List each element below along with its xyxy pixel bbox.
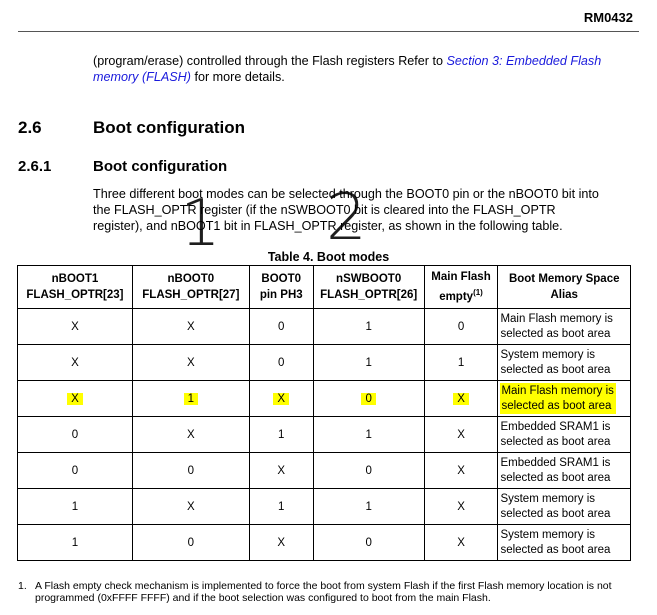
footnote-text: A Flash empty check mechanism is implemented to force the boot from system Flash if the first Flash memory location is not programmed (0xFFFF FFFF) and if the boot selection was configured to boot from the main Flash.	[35, 580, 612, 604]
cell-main-flash-empty	[424, 381, 498, 417]
col-header-boot-memory-alias: Boot Memory Space Alias	[498, 266, 631, 309]
intro-text-before: (program/erase) controlled through the Flash registers Refer to	[93, 54, 447, 68]
body-line: Three different boot modes can be selected through the BOOT0 pin or the nBOOT0 bit into	[93, 187, 599, 201]
cell-nswboot0: 0	[313, 453, 424, 489]
col-header-nboot0: nBOOT0 FLASH_OPTR[27]	[132, 266, 249, 309]
cell-nswboot0: 1	[313, 309, 424, 345]
cell-nboot1	[18, 381, 133, 417]
cell-nboot1: X	[18, 309, 133, 345]
highlight: Main Flash memory is selected as boot area	[500, 383, 615, 414]
cell-main-flash-empty: X	[424, 417, 498, 453]
section-number: 2.6	[18, 118, 42, 137]
col-header-main-flash-empty: Main Flash empty$^{(1)}$	[424, 266, 498, 309]
cell-nboot0: X	[132, 489, 249, 525]
cell-nswboot0: 0	[313, 525, 424, 561]
highlight: 1	[184, 393, 198, 405]
cell-nboot1: 0	[18, 453, 133, 489]
body-line: register), and nBOOT1 bit in FLASH_OPTR register, as shown in the following table.	[93, 219, 563, 233]
cell-nboot1: X	[18, 345, 133, 381]
cell-nswboot0: 1	[313, 345, 424, 381]
header-rule	[18, 31, 639, 32]
cell-nswboot0	[313, 381, 424, 417]
boot-modes-table	[17, 265, 631, 561]
cell-boot0: 1	[249, 417, 313, 453]
cell-nboot0	[132, 381, 249, 417]
section-title: Boot configuration	[93, 118, 246, 137]
footnote-mark: (1)	[473, 288, 483, 298]
cell-boot-alias: System memory is selected as boot area	[498, 489, 631, 525]
cell-boot-alias: System memory is selected as boot area	[498, 345, 631, 381]
table-row	[18, 525, 631, 561]
cell-main-flash-empty: X	[424, 525, 498, 561]
cell-main-flash-empty: X	[424, 489, 498, 525]
cell-nboot1: 0	[18, 417, 133, 453]
cell-boot0: X	[249, 525, 313, 561]
cell-boot0: X	[249, 453, 313, 489]
document-id: RM0432	[583, 10, 633, 25]
handwritten-annotation-1: 1	[180, 187, 221, 261]
cell-main-flash-empty: X	[424, 453, 498, 489]
cell-nboot0: X	[132, 417, 249, 453]
table-caption: Table 4. Boot modes	[267, 250, 390, 264]
section-3-link[interactable]: Section 3: Embedded Flash memory (FLASH)	[93, 54, 602, 84]
table-row	[18, 417, 631, 453]
cell-boot0: 0	[249, 345, 313, 381]
cell-nboot1: 1	[18, 525, 133, 561]
cell-boot-alias	[498, 381, 631, 417]
cell-nboot0: X	[132, 345, 249, 381]
table-row	[18, 309, 631, 345]
table-row	[18, 453, 631, 489]
highlight: 0	[361, 393, 375, 405]
cell-boot0	[249, 381, 313, 417]
cell-nswboot0: 1	[313, 489, 424, 525]
cell-nboot0: X	[132, 309, 249, 345]
cell-boot-alias: Embedded SRAM1 is selected as boot area	[498, 417, 631, 453]
col-header-boot0: BOOT0 pin PH3	[249, 266, 313, 309]
table-header-row	[18, 266, 631, 309]
body-line: the FLASH_OPTR register (if the nSWBOOT0 bit is cleared into the FLASH_OPTR	[93, 203, 556, 217]
cell-main-flash-empty: 1	[424, 345, 498, 381]
subsection-number: 2.6.1	[18, 158, 52, 175]
cell-nboot0: 0	[132, 453, 249, 489]
cell-nboot0: 0	[132, 525, 249, 561]
handwritten-annotation-2: 2	[326, 181, 367, 255]
intro-text-after: for more details.	[190, 70, 285, 84]
col-header-nboot1: nBOOT1 FLASH_OPTR[23]	[18, 266, 133, 309]
intro-paragraph	[93, 53, 638, 85]
subsection-title: Boot configuration	[93, 158, 228, 175]
highlight: X	[453, 393, 469, 405]
highlight: X	[67, 393, 83, 405]
table-row	[18, 345, 631, 381]
footnote-number: 1.	[18, 580, 27, 592]
cell-boot-alias: System memory is selected as boot area	[498, 525, 631, 561]
highlight: X	[273, 393, 289, 405]
col-header-nswboot0: nSWBOOT0 FLASH_OPTR[26]	[313, 266, 424, 309]
cell-boot0: 0	[249, 309, 313, 345]
cell-main-flash-empty: 0	[424, 309, 498, 345]
cell-nboot1: 1	[18, 489, 133, 525]
cell-nswboot0: 1	[313, 417, 424, 453]
table-footnote	[18, 580, 638, 604]
table-row-highlighted	[18, 381, 631, 417]
cell-boot-alias: Main Flash memory is selected as boot area	[498, 309, 631, 345]
cell-boot0: 1	[249, 489, 313, 525]
table-row	[18, 489, 631, 525]
cell-boot-alias: Embedded SRAM1 is selected as boot area	[498, 453, 631, 489]
